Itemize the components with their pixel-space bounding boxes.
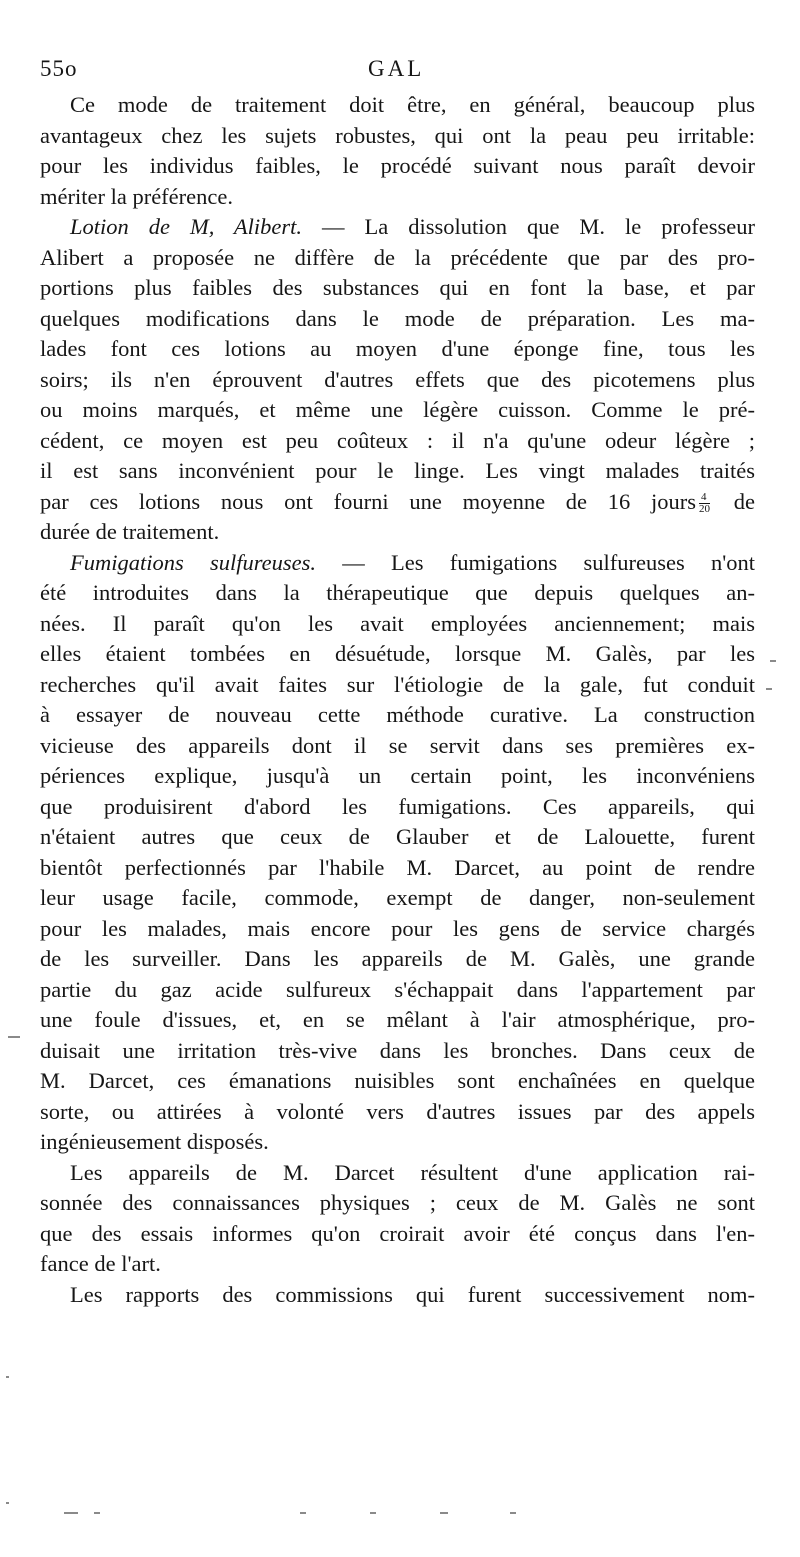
text-line: avantageux chez les sujets robustes, qui ont la peau peu irritable: — [40, 122, 755, 148]
scan-speck — [440, 1512, 448, 1514]
text-line: quelques modifications dans le mode de préparation. Les ma- — [40, 305, 755, 331]
text-line: cédent, ce moyen est peu coûteux : il n'a qu'une odeur légère ; — [40, 427, 755, 453]
scan-speck — [8, 1036, 20, 1038]
fraction: $\frac{4}{20}$ — [699, 490, 711, 515]
text-line: durée de traitement. — [40, 519, 220, 544]
text-line: Ce mode de traitement doit être, en général, beaucoup plus — [70, 92, 755, 117]
text-line: elles étaient tombées en désuétude, lorsque M. Galès, par les — [40, 641, 755, 666]
body-text — [40, 90, 755, 1310]
text-line: pour les malades, mais encore pour les gens de service chargés — [40, 915, 755, 941]
text-line: mériter la préférence. — [40, 183, 233, 209]
text-line: Alibert a proposée ne diffère de la précédente que par des pro- — [40, 244, 755, 270]
text-line: pour les individus faibles, le procédé suivant nous paraît devoir — [40, 153, 755, 178]
section-heading: Lotion de M, Alibert. — [70, 214, 303, 239]
text-line: que produisirent d'abord les fumigations. Ces appareils, qui — [40, 793, 755, 819]
text-line: recherches qu'il avait faites sur l'étiologie de la gale, fut conduit — [40, 671, 755, 697]
text-line: M. Darcet, ces émanations nuisibles sont enchaînées en quelque — [40, 1068, 755, 1093]
scan-speck — [6, 1502, 9, 1504]
section-heading: Fumigations sulfureuses. — [70, 549, 317, 575]
text-line: il est sans inconvénient pour le linge. Les vingt malades traités — [40, 458, 755, 483]
scan-speck — [64, 1512, 78, 1514]
scan-speck — [770, 660, 776, 662]
text-line: partie du gaz acide sulfureux s'échappait dans l'appartement par — [40, 976, 755, 1002]
scan-speck — [370, 1512, 376, 1514]
page-number: 55o — [40, 56, 78, 81]
text-line: Les rapports des commissions qui furent successivement nom- — [70, 1281, 755, 1307]
text-line: n'étaient autres que ceux de Glauber et de Lalouette, furent — [40, 824, 755, 849]
text-line: sonnée des connaissances physiques ; ceux de M. Galès ne sont — [40, 1190, 755, 1215]
running-head — [40, 56, 785, 90]
text-line: été introduites dans la thérapeutique que depuis quelques an- — [40, 580, 755, 605]
text-line: portions plus faibles des substances qui en font la base, et par — [40, 275, 755, 300]
text-line: nées. Il paraît qu'on les avait employées anciennement; mais — [40, 610, 755, 636]
text-line: leur usage facile, commode, exempt de danger, non-seulement — [40, 885, 755, 910]
text-line: Les appareils de M. Darcet résultent d'une application rai- — [70, 1159, 755, 1185]
text-line: ingénieusement disposés. — [40, 1129, 269, 1154]
text-line: par ces lotions nous ont fourni une moyenne de 16 jours $\frac{4}{20}$ de — [40, 488, 755, 515]
text-line: duisait une irritation très-vive dans les bronches. Dans ceux de — [40, 1037, 755, 1063]
text-line: une foule d'issues, et, en se mêlant à l'air atmosphérique, pro- — [40, 1007, 755, 1032]
text-line: ou moins marqués, et même une légère cuisson. Comme le pré- — [40, 397, 755, 422]
text-line: sorte, ou attirées à volonté vers d'autres issues par des appels — [40, 1098, 755, 1124]
scan-speck — [94, 1512, 100, 1514]
text-line: à essayer de nouveau cette méthode curative. La construction — [40, 702, 755, 727]
scan-speck — [6, 1376, 9, 1378]
text-line: lades font ces lotions au moyen d'une éponge fine, tous les — [40, 336, 755, 361]
running-title: GAL — [368, 56, 425, 81]
text-line: bientôt perfectionnés par l'habile M. Darcet, au point de rendre — [40, 854, 755, 880]
text-line: Fumigations sulfureuses. — Les fumigations sulfureuses n'ont — [70, 549, 756, 575]
text-line: que des essais informes qu'on croirait avoir été conçus dans l'en- — [40, 1220, 755, 1246]
text-line: vicieuse des appareils dont il se servit dans ses premières ex- — [40, 732, 755, 758]
text-line: périences explique, jusqu'à un certain point, les inconvéniens — [40, 763, 755, 788]
text-line: de les surveiller. Dans les appareils de M. Galès, une grande — [40, 946, 755, 971]
text-line: soirs; ils n'en éprouvent d'autres effets que des picotemens plus — [40, 366, 755, 392]
text-line: fance de l'art. — [40, 1251, 161, 1276]
scan-speck — [300, 1512, 306, 1514]
text-line: Lotion de M, Alibert. — La dissolution que M. le professeur — [70, 214, 755, 239]
scan-speck — [766, 688, 772, 690]
scan-speck — [510, 1512, 516, 1514]
